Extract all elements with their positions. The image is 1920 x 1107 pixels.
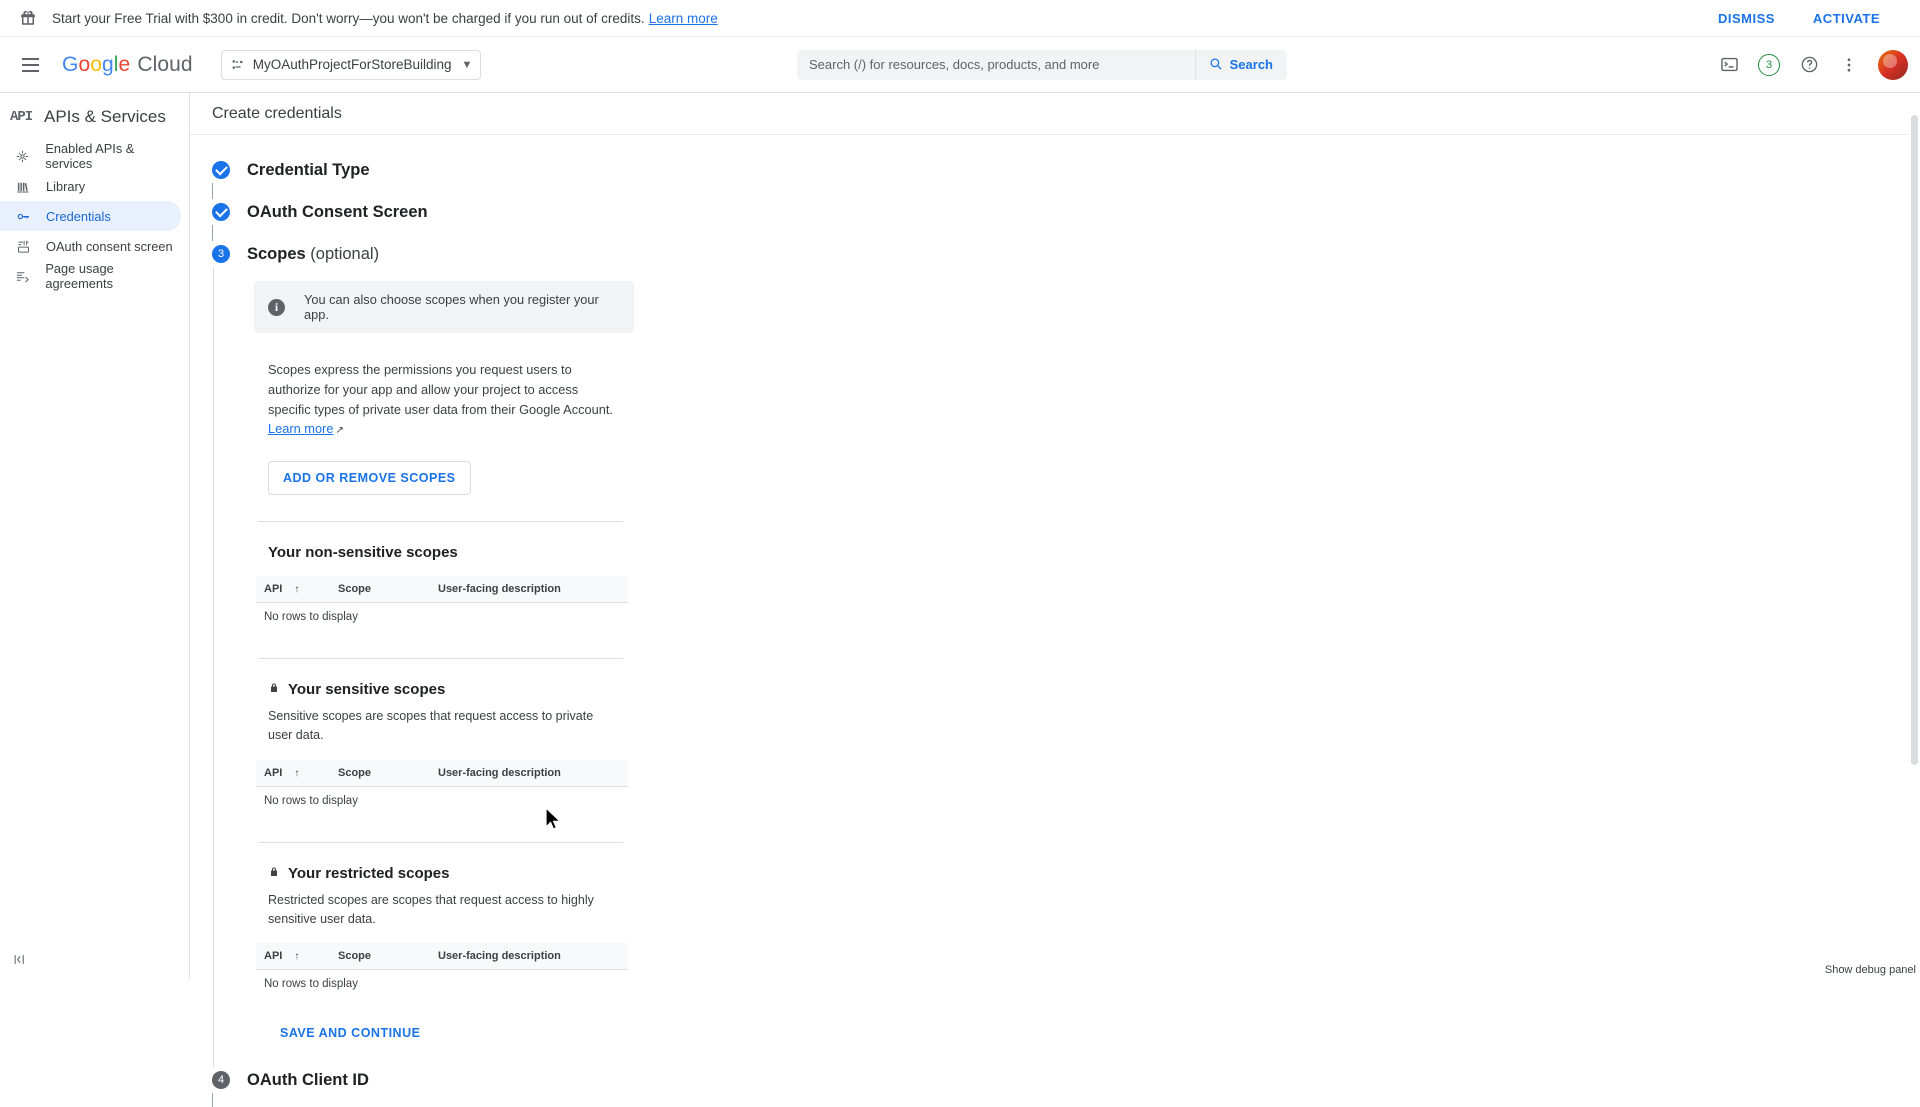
dismiss-button[interactable]: DISMISS [1712, 10, 1781, 27]
step-4-title: OAuth Client ID [247, 1070, 369, 1089]
restricted-scopes-description: Restricted scopes are scopes that request access to highly sensitive user data. [268, 892, 594, 926]
step-1-title: Credential Type [247, 160, 370, 179]
lock-icon [268, 681, 280, 698]
project-name: MyOAuthProjectForStoreBuilding [252, 57, 452, 72]
search-button[interactable] [1195, 50, 1287, 80]
sidebar-title-label: APIs & Services [44, 107, 166, 126]
page-title: Create credentials [190, 93, 1920, 135]
apis-icon [12, 149, 33, 164]
sidebar-item-page-usage-agreements[interactable] [0, 261, 181, 291]
cloud-shell-icon[interactable] [1712, 48, 1746, 82]
scrollbar-thumb[interactable] [1911, 115, 1918, 765]
step-2-check-icon [212, 203, 230, 221]
collapse-panel-icon[interactable] [12, 952, 27, 970]
search-input[interactable] [797, 50, 1195, 80]
scopes-learn-more-link[interactable]: Learn more [268, 421, 334, 437]
info-icon: i [268, 299, 285, 316]
table-header-row [256, 760, 628, 787]
step-4-number-badge: 4 [212, 1071, 230, 1089]
search-bar [797, 50, 1287, 80]
divider [258, 658, 623, 659]
column-label: API [264, 766, 283, 779]
sidebar-item-oauth-consent-screen[interactable] [0, 231, 181, 261]
wizard-connector-1 [190, 183, 1920, 199]
sidebar-item-label: Enabled APIs & services [45, 141, 135, 171]
wizard-step-credential-type[interactable] [190, 157, 1920, 183]
column-label: API [264, 950, 283, 963]
logo-letter-g1: G [62, 52, 79, 76]
trial-learn-more-link[interactable]: Learn more [648, 10, 718, 26]
column-header-description[interactable]: User-facing description [430, 760, 628, 787]
sensitive-scopes-table [256, 760, 628, 816]
table-row [256, 970, 628, 999]
sidebar-item-enabled-apis[interactable] [0, 141, 181, 171]
sidebar-item-credentials[interactable] [0, 201, 181, 231]
logo-letter-o1: o [78, 52, 91, 76]
sidebar-item-label: Page usage agreements [45, 261, 114, 291]
vertical-scrollbar[interactable] [1909, 93, 1920, 978]
sort-ascending-icon: ↑ [294, 767, 300, 779]
project-selector[interactable] [221, 50, 482, 80]
scopes-info-box [254, 281, 634, 333]
top-bar-actions [1712, 48, 1908, 82]
search-button-label: Search [1229, 57, 1273, 72]
column-header-api[interactable] [256, 943, 330, 970]
key-icon [12, 209, 34, 224]
column-header-scope[interactable]: Scope [330, 576, 430, 603]
sidebar-item-label: OAuth consent screen [46, 238, 173, 254]
step-2-title: OAuth Consent Screen [247, 202, 428, 221]
step-3-title [247, 245, 379, 264]
logo-letter-g2: g [102, 52, 114, 76]
external-link-icon: ↗ [335, 425, 344, 437]
api-icon: API [10, 109, 33, 125]
more-vert-icon[interactable] [1832, 48, 1866, 82]
lock-icon [268, 865, 280, 882]
notifications-icon[interactable] [1752, 48, 1786, 82]
wizard-connector-2 [190, 225, 1920, 241]
wizard-step-oauth-consent-screen[interactable] [190, 199, 1920, 225]
free-trial-banner [0, 0, 1920, 37]
add-or-remove-scopes-button[interactable]: ADD OR REMOVE SCOPES [268, 461, 471, 495]
scopes-description [268, 360, 618, 439]
google-cloud-logo[interactable] [62, 53, 193, 77]
column-header-api[interactable] [256, 576, 330, 603]
activate-button[interactable]: ACTIVATE [1807, 10, 1886, 27]
avatar[interactable] [1878, 50, 1908, 80]
non-sensitive-scopes-title-text: Your non-sensitive scopes [268, 544, 458, 562]
logo-cloud-text: Cloud [137, 52, 193, 76]
restricted-scopes-title [268, 865, 1920, 882]
trial-actions [1712, 10, 1902, 27]
consent-icon [12, 239, 34, 254]
sensitive-scopes-title [268, 681, 1920, 698]
show-debug-panel-link[interactable]: Show debug panel [1824, 964, 1916, 976]
empty-state-text: No rows to display [256, 786, 628, 815]
main-content [190, 93, 1920, 1089]
divider [258, 521, 623, 522]
restricted-scopes-title-text: Your restricted scopes [288, 864, 450, 882]
sort-ascending-icon: ↑ [294, 584, 300, 596]
empty-state-text: No rows to display [256, 970, 628, 999]
sort-ascending-icon: ↑ [294, 951, 300, 963]
column-header-description[interactable]: User-facing description [430, 576, 628, 603]
agreement-icon [12, 269, 33, 284]
step-3-optional-label: (optional) [305, 244, 380, 263]
sensitive-scopes-description: Sensitive scopes are scopes that request access to private user data. [268, 709, 594, 743]
logo-letter-l: l [113, 52, 119, 76]
non-sensitive-scopes-table [256, 576, 628, 632]
table-row [256, 603, 628, 632]
step-3-title-text: Scopes [247, 244, 306, 263]
logo-letter-o2: o [90, 52, 102, 76]
scopes-description-text: Scopes express the permissions you request users to authorize for your app and allow your project to access specific types of private user data from their Google Account. [268, 362, 613, 417]
table-header-row [256, 943, 628, 970]
non-sensitive-scopes-title [268, 544, 1920, 561]
sidebar-item-label: Library [46, 178, 86, 194]
sensitive-scopes-title-text: Your sensitive scopes [288, 681, 446, 699]
column-header-api[interactable] [256, 760, 330, 787]
search-icon [1208, 56, 1223, 74]
top-navigation-bar [0, 37, 1920, 93]
notification-count-badge: 3 [1758, 54, 1780, 76]
chevron-down-icon: ▼ [461, 58, 473, 71]
divider [258, 842, 623, 843]
save-and-continue-button[interactable]: SAVE AND CONTINUE [268, 1017, 432, 1049]
help-icon[interactable] [1792, 48, 1826, 82]
sidebar-item-label: Credentials [46, 208, 111, 224]
column-header-scope[interactable]: Scope [330, 760, 430, 787]
scopes-info-text: You can also choose scopes when you register your app. [304, 292, 599, 322]
column-header-scope[interactable]: Scope [330, 943, 430, 970]
project-icon [230, 57, 245, 72]
restricted-scopes-table [256, 943, 628, 999]
step-1-check-icon [212, 161, 230, 179]
gift-icon [18, 8, 38, 28]
sidebar [0, 93, 190, 978]
hamburger-icon[interactable] [10, 45, 50, 85]
library-icon [12, 179, 34, 194]
column-header-description[interactable]: User-facing description [430, 943, 628, 970]
column-label: API [264, 583, 283, 596]
page-body [0, 93, 1920, 1089]
sidebar-title [0, 99, 189, 141]
wizard-step-scopes [190, 241, 1920, 1067]
empty-state-text: No rows to display [256, 603, 628, 632]
step-3-number-badge: 3 [212, 245, 230, 263]
wizard-step-oauth-client-id[interactable] [190, 1067, 1920, 1093]
sidebar-item-library[interactable] [0, 171, 181, 201]
scopes-step-body [213, 267, 1920, 1067]
wizard-connector-4 [190, 1093, 1920, 1107]
logo-letter-e: e [118, 52, 131, 76]
trial-message: Start your Free Trial with $300 in credit. Don't worry—you won't be charged if you run out of credits. [52, 10, 645, 26]
create-credentials-wizard [190, 135, 1920, 1107]
table-row [256, 786, 628, 815]
table-header-row [256, 576, 628, 603]
